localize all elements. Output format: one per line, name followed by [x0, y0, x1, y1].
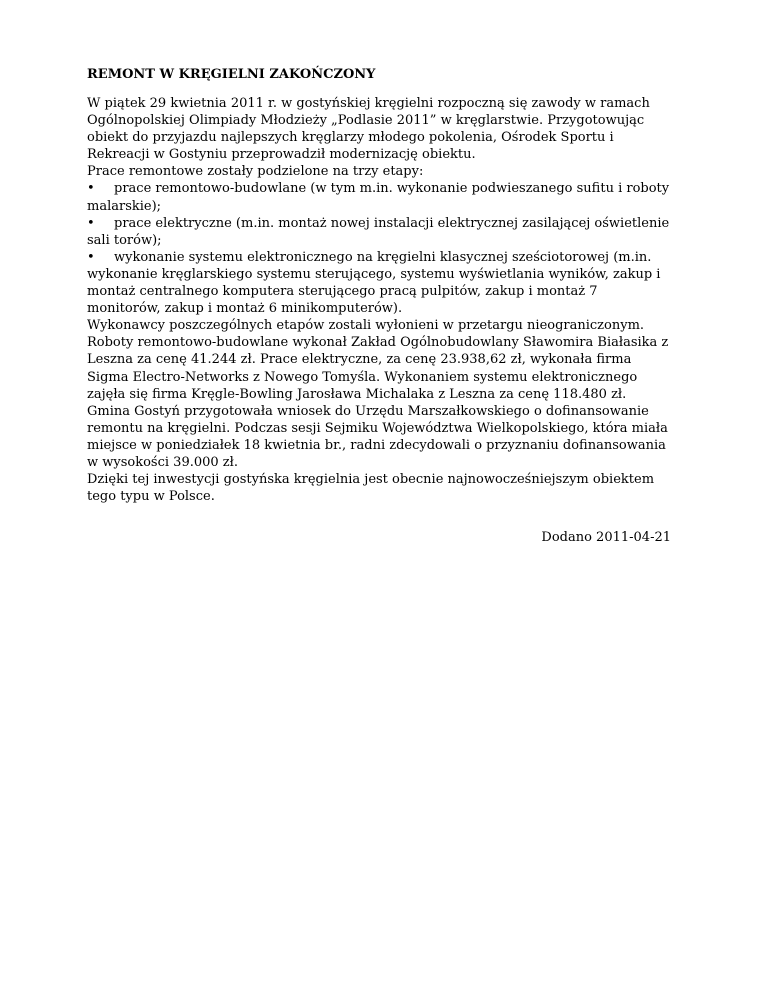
article-title: REMONT W KRĘGIELNI ZAKOŃCZONY [87, 67, 376, 82]
list-item [87, 215, 671, 249]
bullet-icon: • [87, 249, 95, 265]
list-item [87, 180, 671, 214]
stage-text: prace remontowo-budowlane (w tym m.in. wykonanie podwieszanego sufitu i roboty malarskie); [87, 181, 670, 214]
intro-paragraph: W piątek 29 kwietnia 2011 r. w gostyńskiej kręgielni rozpoczną się zawody w ramach Ogólnopolskiej Olimpiady Młodzieży „Podlasie 2011” w kręglarstwie. Przygotowując obiekt do przyjazdu najlepszych kręglarzy młodego pokolenia, Ośrodek Sportu i Rekreacji w Gostyniu przeprowadził modernizację obiektu. [87, 96, 650, 163]
stage-text: prace elektryczne (m.in. montaż nowej instalacji elektrycznej zasilającej oświetlenie sali torów); [87, 215, 670, 248]
article [87, 66, 671, 546]
bullet-icon: • [87, 181, 95, 197]
closing-paragraph: Dzięki tej inwestycji gostyńska kręgielnia jest obecnie najnowocześniejszym obiektem tego typu w Polsce. [87, 472, 655, 505]
stages-intro: Prace remontowe zostały podzielone na trzy etapy: [87, 164, 424, 180]
article-body [87, 95, 671, 505]
list-item [87, 249, 671, 317]
date-added: Dodano 2011-04-21 [541, 530, 671, 546]
bullet-icon: • [87, 215, 95, 231]
funding-paragraph: Gmina Gostyń przygotowała wniosek do Urzędu Marszałkowskiego o dofinansowanie remontu na kręgielni. Podczas sesji Sejmiku Województwa Wielkopolskiego, która miała miejsce w poniedziałek 18 kwietnia br., radni zdecydowali o przyznaniu dofinansowania w wysokości 39.000 zł. [87, 403, 668, 470]
contractors-paragraph: Wykonawcy poszczególnych etapów zostali wyłonieni w przetargu nieograniczonym. Roboty remontowo-budowlane wykonał Zakład Ogólnobudowlany Sławomira Białasika z Leszna za cenę 41.244 zł. Prace elektryczne, za cenę 23.938,62 zł, wykonała firma Sigma Electro-Networks z Nowego Tomyśla. Wykonaniem systemu elektronicznego zajęła się firma Kręgle-Bowling Jarosława Michalaka z Leszna za cenę 118.480 zł. [87, 318, 669, 402]
stage-text: wykonanie systemu elektronicznego na kręgielni klasycznej sześciotorowej (m.in. wykonanie kręglarskiego systemu sterującego, systemu wyświetlania wyników, zakup i montaż centralnego komputera sterującego pracą pulpitów, zakup i montaż 7 monitorów, zakup i montaż 6 minikomputerów). [87, 249, 661, 317]
